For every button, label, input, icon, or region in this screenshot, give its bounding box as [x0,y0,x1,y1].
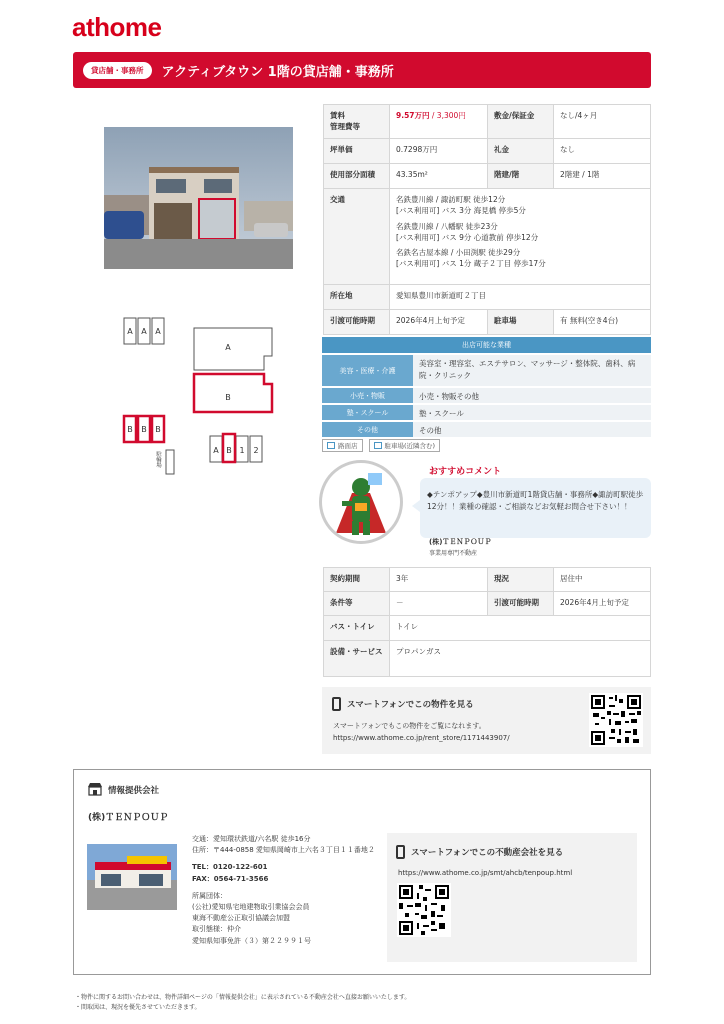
recommend-comment: ◆テンポアップ◆豊川市新道町1階貸店舗・事務所◆諏訪町駅徒歩12分！！業種の確認・ご相談などお気軽お問合せ下さい！！ [420,478,651,538]
rent-label: 賃料 管理費等 [324,105,390,139]
conditions-value: － [390,592,488,616]
smartphone-url[interactable]: https://www.athome.co.jp/rent_store/1171443907/ [333,734,510,742]
shop-icon [327,442,335,449]
smartphone-title: スマートフォンでこの物件を見る [347,700,474,710]
business-category: 塾・スクール [322,405,413,420]
agent-deal-type: 取引態様：仲介 [192,925,241,934]
bath-value: トイレ [390,616,651,641]
plan-label-p2: 2 [253,446,259,455]
agent-shop-photo [87,844,177,910]
plan-label-pa: A [213,446,219,455]
floor-label: 階建/階 [488,164,554,189]
area-value: 43.35m² [390,164,488,189]
key-money-value: なし [554,139,651,164]
agent-info-box [73,769,651,975]
mgmt-fee-value: / 3,300円 [429,111,466,120]
agent-tel: TEL：0120-122-601 [192,863,268,872]
shop-icon [88,783,102,796]
address-value: 愛知県豊川市新道町２丁目 [390,285,651,310]
business-category: 小売・物販 [322,388,413,403]
agent-license: 愛知県知事免許（３）第２２９９１号 [192,936,311,945]
smartphone-icon [396,845,405,859]
feature-tags [322,439,440,452]
business-detail: 塾・スクール [413,405,651,420]
status-value: 居住中 [554,568,651,592]
parking-label: 駐車場 [488,310,554,335]
facility-label: 設備・サービス [324,641,390,677]
plan-label-a3: A [155,327,161,336]
agent-smartphone-box [387,833,637,962]
athome-logo: athome [72,12,162,42]
access-route-3: 名鉄名古屋本線 / 小田渕駅 徒歩29分 [396,248,521,257]
business-types [322,355,651,439]
plan-label-a2: A [141,327,147,336]
property-qr-code [589,693,643,747]
agent-fax: FAX：0564-71-3566 [192,874,269,883]
contract-move-in-label: 引渡可能時期 [488,592,554,616]
agent-smartphone-title: スマートフォンでこの不動産会社を見る [411,848,564,858]
footnote-1: ・物件に関するお問い合わせは、物件詳細ページの「情報提供会社」に表示されている不動産会社へ直接お願いいたします。 [75,994,411,1001]
agent-smartphone-url[interactable]: https://www.athome.co.jp/smt/ahcb/tenpoup.html [398,869,573,877]
facility-value: プロパンガス [390,641,651,677]
smartphone-text: スマートフォンでもこの物件をご覧になれます。 [333,722,486,730]
business-detail: 美容室・理容室、エステサロン、マッサージ・整体院、歯科、病院・クリニック [413,355,651,386]
floor-plan [104,310,293,475]
page-title: アクティブタウン 1階の貸店舗・事務所 [161,64,394,80]
plan-label-b3: B [155,425,161,434]
plan-label-b-unit: B [225,393,231,402]
business-row [322,355,651,386]
conditions-label: 条件等 [324,592,390,616]
parking-value: 有 無料(空き4台) [554,310,651,335]
plan-label-b2: B [141,425,147,434]
tsubo-value: 0.7298万円 [390,139,488,164]
agent-section-title: 情報提供会社 [108,785,160,796]
recommend-title: おすすめコメント [429,467,502,477]
contract-table [323,567,651,677]
recommend-company: (株)ＴＥＮＰＯＵＰ [429,538,492,546]
plan-label-pb: B [226,446,232,455]
plan-label-b1: B [127,425,133,434]
building-photo [104,127,293,269]
rent-value: 9.57万円 [396,111,430,120]
business-row [322,388,651,403]
tsubo-label: 坪単価 [324,139,390,164]
contract-move-in-value: 2026年4月上旬予定 [554,592,651,616]
status-label: 現況 [488,568,554,592]
agent-details [192,834,377,947]
agent-name: (株)ＴＥＮＰＯＵＰ [88,813,169,823]
contract-period-value: 3年 [390,568,488,592]
agent-org-label: 所属団体： [192,891,227,900]
address-label: 所在地 [324,285,390,310]
deposit-value: なし/4ヶ月 [554,105,651,139]
parking-icon [374,442,382,449]
plan-label-p1: 1 [239,446,245,455]
deposit-label: 敷金/保証金 [488,105,554,139]
recommend-company-sub: 事業用専門不動産 [429,550,478,557]
tag-street-front: 路面店 [322,439,363,452]
move-in-label: 引渡可能時期 [324,310,390,335]
access-route-1: 名鉄豊川線 / 諏訪町駅 徒歩12分 [396,195,506,204]
area-label: 使用部分面積 [324,164,390,189]
agent-org-2: 東海不動産公正取引協議会加盟 [192,914,290,923]
smartphone-icon [332,697,341,711]
agent-access: 交通：愛知環状鉄道/六名駅 徒歩16分 [192,835,311,843]
business-category: その他 [322,422,413,437]
agent-org-1: (公社)愛知県宅地建物取引業協会会員 [192,902,310,911]
plan-label-a1: A [127,327,133,336]
access-list [390,189,651,285]
agent-address: 住所：〒444-0858 愛知県岡崎市上六名３丁目１１番地２ [192,846,375,855]
floor-value: 2階建 / 1階 [554,164,651,189]
title-bar [73,52,651,88]
key-money-label: 礼金 [488,139,554,164]
plan-label-a-upper: A [225,343,231,352]
access-bus-3: [バス利用可] バス 1分 蔵子２丁目 停歩17分 [396,259,546,269]
category-tag: 貸店舗・事務所 [83,62,152,79]
access-bus-1: [バス利用可] バス 3分 海見橋 停歩5分 [396,206,526,216]
contract-period-label: 契約期間 [324,568,390,592]
mascot-avatar [319,460,403,544]
agent-qr-code [397,883,451,937]
business-types-header: 出店可能な業種 [322,337,651,353]
business-row [322,405,651,420]
business-detail: その他 [413,422,651,437]
tag-parking: 駐車場(近隣含む) [369,439,441,452]
access-bus-2: [バス利用可] バス 9分 心道教前 停歩12分 [396,232,539,242]
access-label: 交通 [324,189,390,285]
smartphone-box [322,687,651,754]
business-category: 美容・医療・介護 [322,355,413,386]
bath-label: バス・トイレ [324,616,390,641]
bicycle-parking-label: 駐輪場 [155,451,161,468]
spec-table [323,104,651,335]
access-route-2: 名鉄豊川線 / 八幡駅 徒歩23分 [396,221,498,231]
business-detail: 小売・物販その他 [413,388,651,403]
footnote-2: ・間取図は、現況を優先させていただきます。 [75,1004,201,1011]
move-in-value: 2026年4月上旬予定 [390,310,488,335]
business-row [322,422,651,437]
